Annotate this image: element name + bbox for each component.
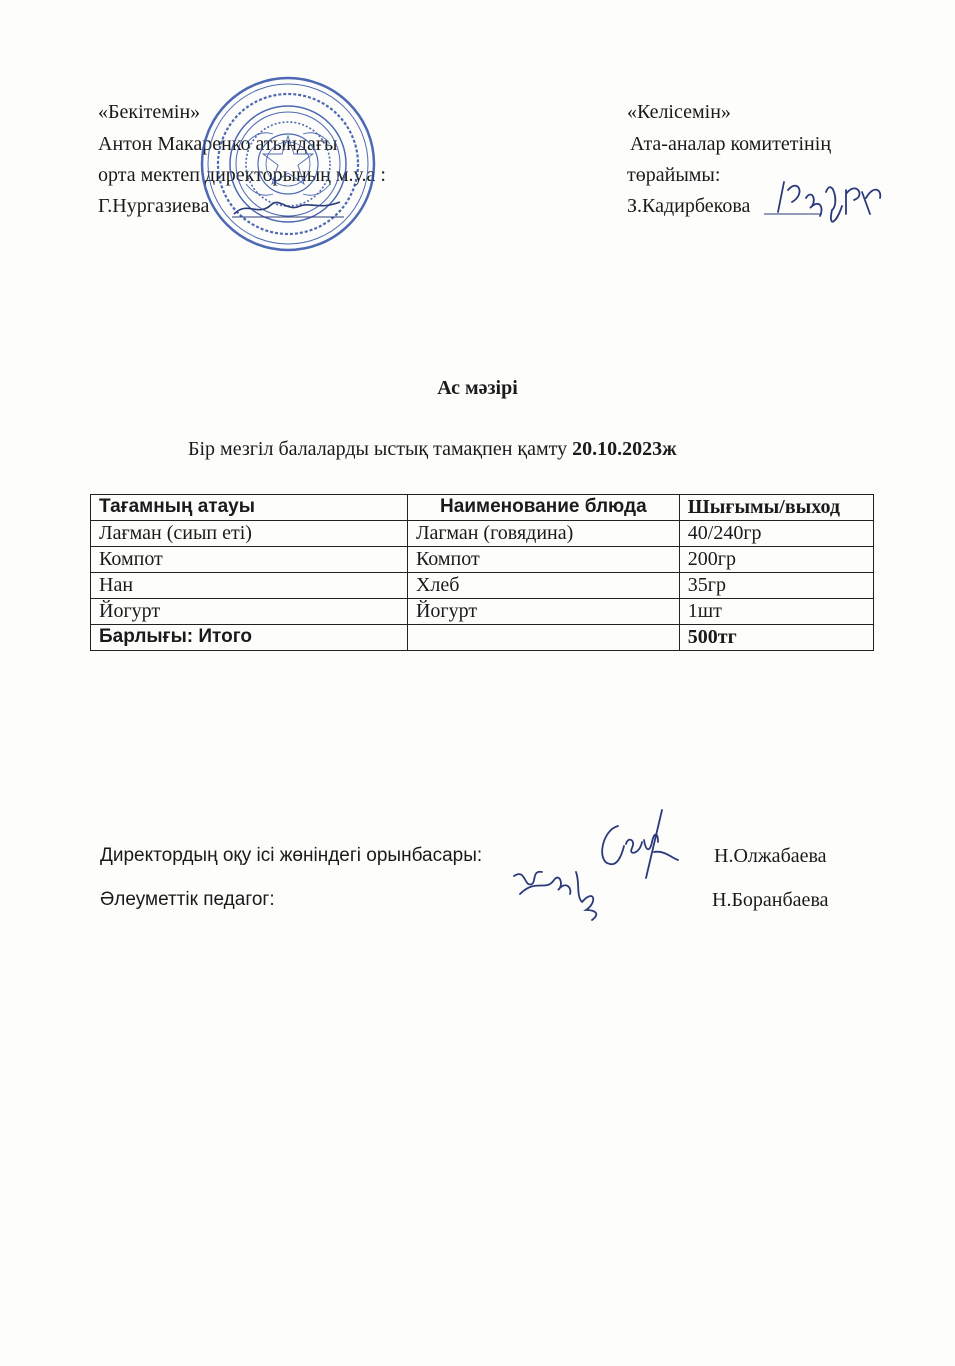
cell-dish-ru: Йогурт [407,599,679,625]
cell-dish-ru: Лагман (говядина) [407,521,679,547]
subtitle [188,438,677,461]
committee-signature-icon [762,168,890,232]
cell-output: 200гр [679,547,873,573]
cell-dish-ru: Хлеб [407,573,679,599]
cell-output: 1шт [679,599,873,625]
agreed-line-1: Ата-аналар комитетінің [630,133,832,155]
pedagog-signature-icon [506,858,610,922]
total-amount: 500тг [679,625,873,651]
subtitle-text: Бір мезгіл балаларды ыстық тамақпен қамту [188,438,573,460]
header-dish-ru: Наименование блюда [407,495,679,521]
cell-output: 40/240гр [679,521,873,547]
cell-dish-kz: Йогурт [91,599,408,625]
official-stamp-icon [198,74,378,254]
table-row [91,521,874,547]
approval-line-2: орта мектеп директорының м.у.а : [98,164,386,186]
header-dish-kz: Тағамның атауы [91,495,408,521]
table-total-row [91,625,874,651]
deputy-name: Н.Олжабаева [714,845,827,867]
cell-dish-kz: Лағман (сиып еті) [91,521,408,547]
approval-line-1: Антон Макаренко атындағы [98,133,338,155]
deputy-role: Директордың оқу ісі жөніндегі орынбасары: [100,845,483,866]
page-title: Ас мәзірі [437,377,518,399]
pedagog-role: Әлеуметтік педагог: [100,889,275,910]
table-header-row [91,495,874,521]
approved-label: «Бекітемін» [98,101,201,123]
table-row [91,599,874,625]
cell-dish-kz: Нан [91,573,408,599]
agreed-line-2: төрайымы: [627,164,721,186]
header-output: Шығымы/выход [679,495,873,521]
approval-name: Г.Нургазиева [98,195,210,217]
agreed-name: З.Кадирбекова [627,195,751,217]
table-row [91,573,874,599]
director-signature-icon [228,190,348,222]
cell-output: 35гр [679,573,873,599]
subtitle-date: 20.10.2023ж [572,438,677,460]
table-row [91,547,874,573]
total-empty-cell [407,625,679,651]
total-label: Барлығы: Итого [91,625,408,651]
agreed-label: «Келісемін» [627,101,731,123]
cell-dish-kz: Компот [91,547,408,573]
cell-dish-ru: Компот [407,547,679,573]
pedagog-name: Н.Боранбаева [712,889,829,911]
menu-table [90,494,874,651]
